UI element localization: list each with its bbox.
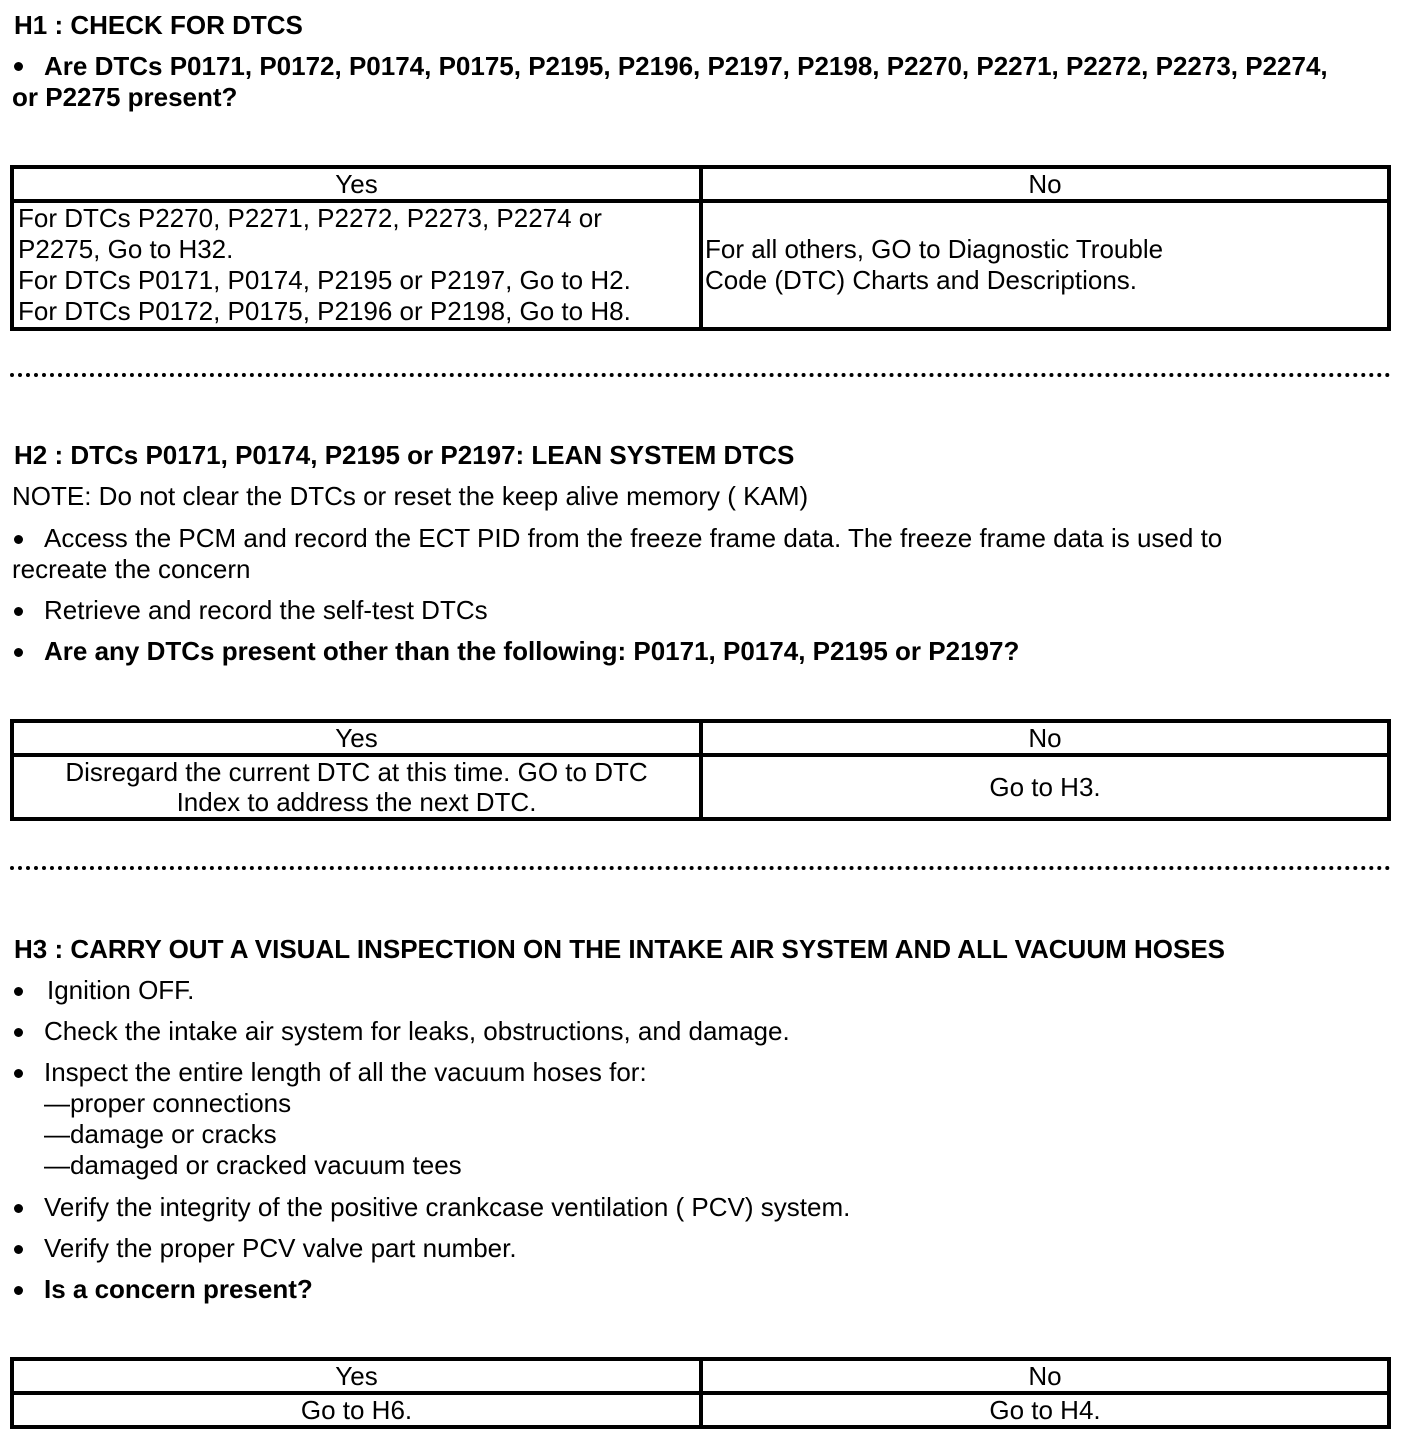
h1-yes-header: Yes: [12, 167, 701, 201]
bullet-icon: [14, 987, 23, 996]
h2-no-cell: Go to H3.: [701, 755, 1389, 819]
bullet-icon: [14, 607, 23, 616]
h2-title: H2 : DTCs P0171, P0174, P2195 or P2197: LEAN SYSTEM DTCS: [14, 440, 795, 470]
h2-step-access-pcm: Access the PCM and record the ECT PID from the freeze frame data. The freeze frame data is used to recreate the concern: [12, 523, 1223, 584]
h3-no-cell: Go to H4.: [701, 1393, 1389, 1427]
h3-question: Is a concern present?: [44, 1274, 313, 1304]
h3-yes-cell: Go to H6.: [12, 1393, 701, 1427]
h3-step-ignition-off: Ignition OFF.: [47, 975, 195, 1005]
bullet-icon: [14, 1069, 23, 1078]
h3-sub-vacuum-tees: —damaged or cracked vacuum tees: [44, 1150, 462, 1180]
h3-yes-header: Yes: [12, 1359, 701, 1393]
h1-no-header: No: [701, 167, 1389, 201]
h3-no-header: No: [701, 1359, 1389, 1393]
h2-no-header: No: [701, 721, 1389, 755]
h3-answer-table: [10, 1357, 1391, 1429]
h3-sub-proper-connections: —proper connections: [44, 1088, 292, 1118]
h2-note: NOTE: Do not clear the DTCs or reset the keep alive memory ( KAM): [12, 481, 809, 511]
h3-step-check-intake: Check the intake air system for leaks, obstructions, and damage.: [44, 1016, 790, 1046]
h1-question: Are DTCs P0171, P0172, P0174, P0175, P2195, P2196, P2197, P2198, P2270, P2271, P2272, P2273, P2274, or P2275 present?: [12, 51, 1328, 112]
h1-yes-cell: For DTCs P2270, P2271, P2272, P2273, P2274 or P2275, Go to H32. For DTCs P0171, P0174, P2195 or P2197, Go to H2. For DTCs P0172, P0175, P2196 or P2198, Go to H8.: [12, 201, 701, 329]
h1-answer-table: [10, 165, 1391, 331]
h2-answer-table: [10, 719, 1391, 821]
bullet-icon: [14, 1204, 23, 1213]
h3-step-verify-pcv: Verify the integrity of the positive crankcase ventilation ( PCV) system.: [44, 1192, 851, 1222]
bullet-icon: [14, 1286, 23, 1295]
h2-step-retrieve-dtcs: Retrieve and record the self-test DTCs: [44, 595, 488, 625]
h3-title: H3 : CARRY OUT A VISUAL INSPECTION ON THE INTAKE AIR SYSTEM AND ALL VACUUM HOSES: [14, 934, 1226, 964]
h2-yes-cell: Disregard the current DTC at this time. GO to DTC Index to address the next DTC.: [12, 755, 701, 819]
h2-yes-header: Yes: [12, 721, 701, 755]
h3-step-verify-part-number: Verify the proper PCV valve part number.: [44, 1233, 517, 1263]
section-divider: [10, 373, 1391, 377]
h2-question: Are any DTCs present other than the following: P0171, P0174, P2195 or P2197?: [44, 636, 1020, 666]
h1-no-cell: For all others, GO to Diagnostic Trouble Code (DTC) Charts and Descriptions.: [701, 201, 1389, 329]
section-divider: [10, 866, 1391, 870]
bullet-icon: [14, 648, 23, 657]
bullet-icon: [14, 1245, 23, 1254]
h1-title: H1 : CHECK FOR DTCS: [14, 10, 303, 40]
h3-sub-damage-cracks: —damage or cracks: [44, 1119, 277, 1149]
bullet-icon: [14, 1028, 23, 1037]
h3-step-inspect-hoses: Inspect the entire length of all the vacuum hoses for:: [44, 1057, 647, 1087]
